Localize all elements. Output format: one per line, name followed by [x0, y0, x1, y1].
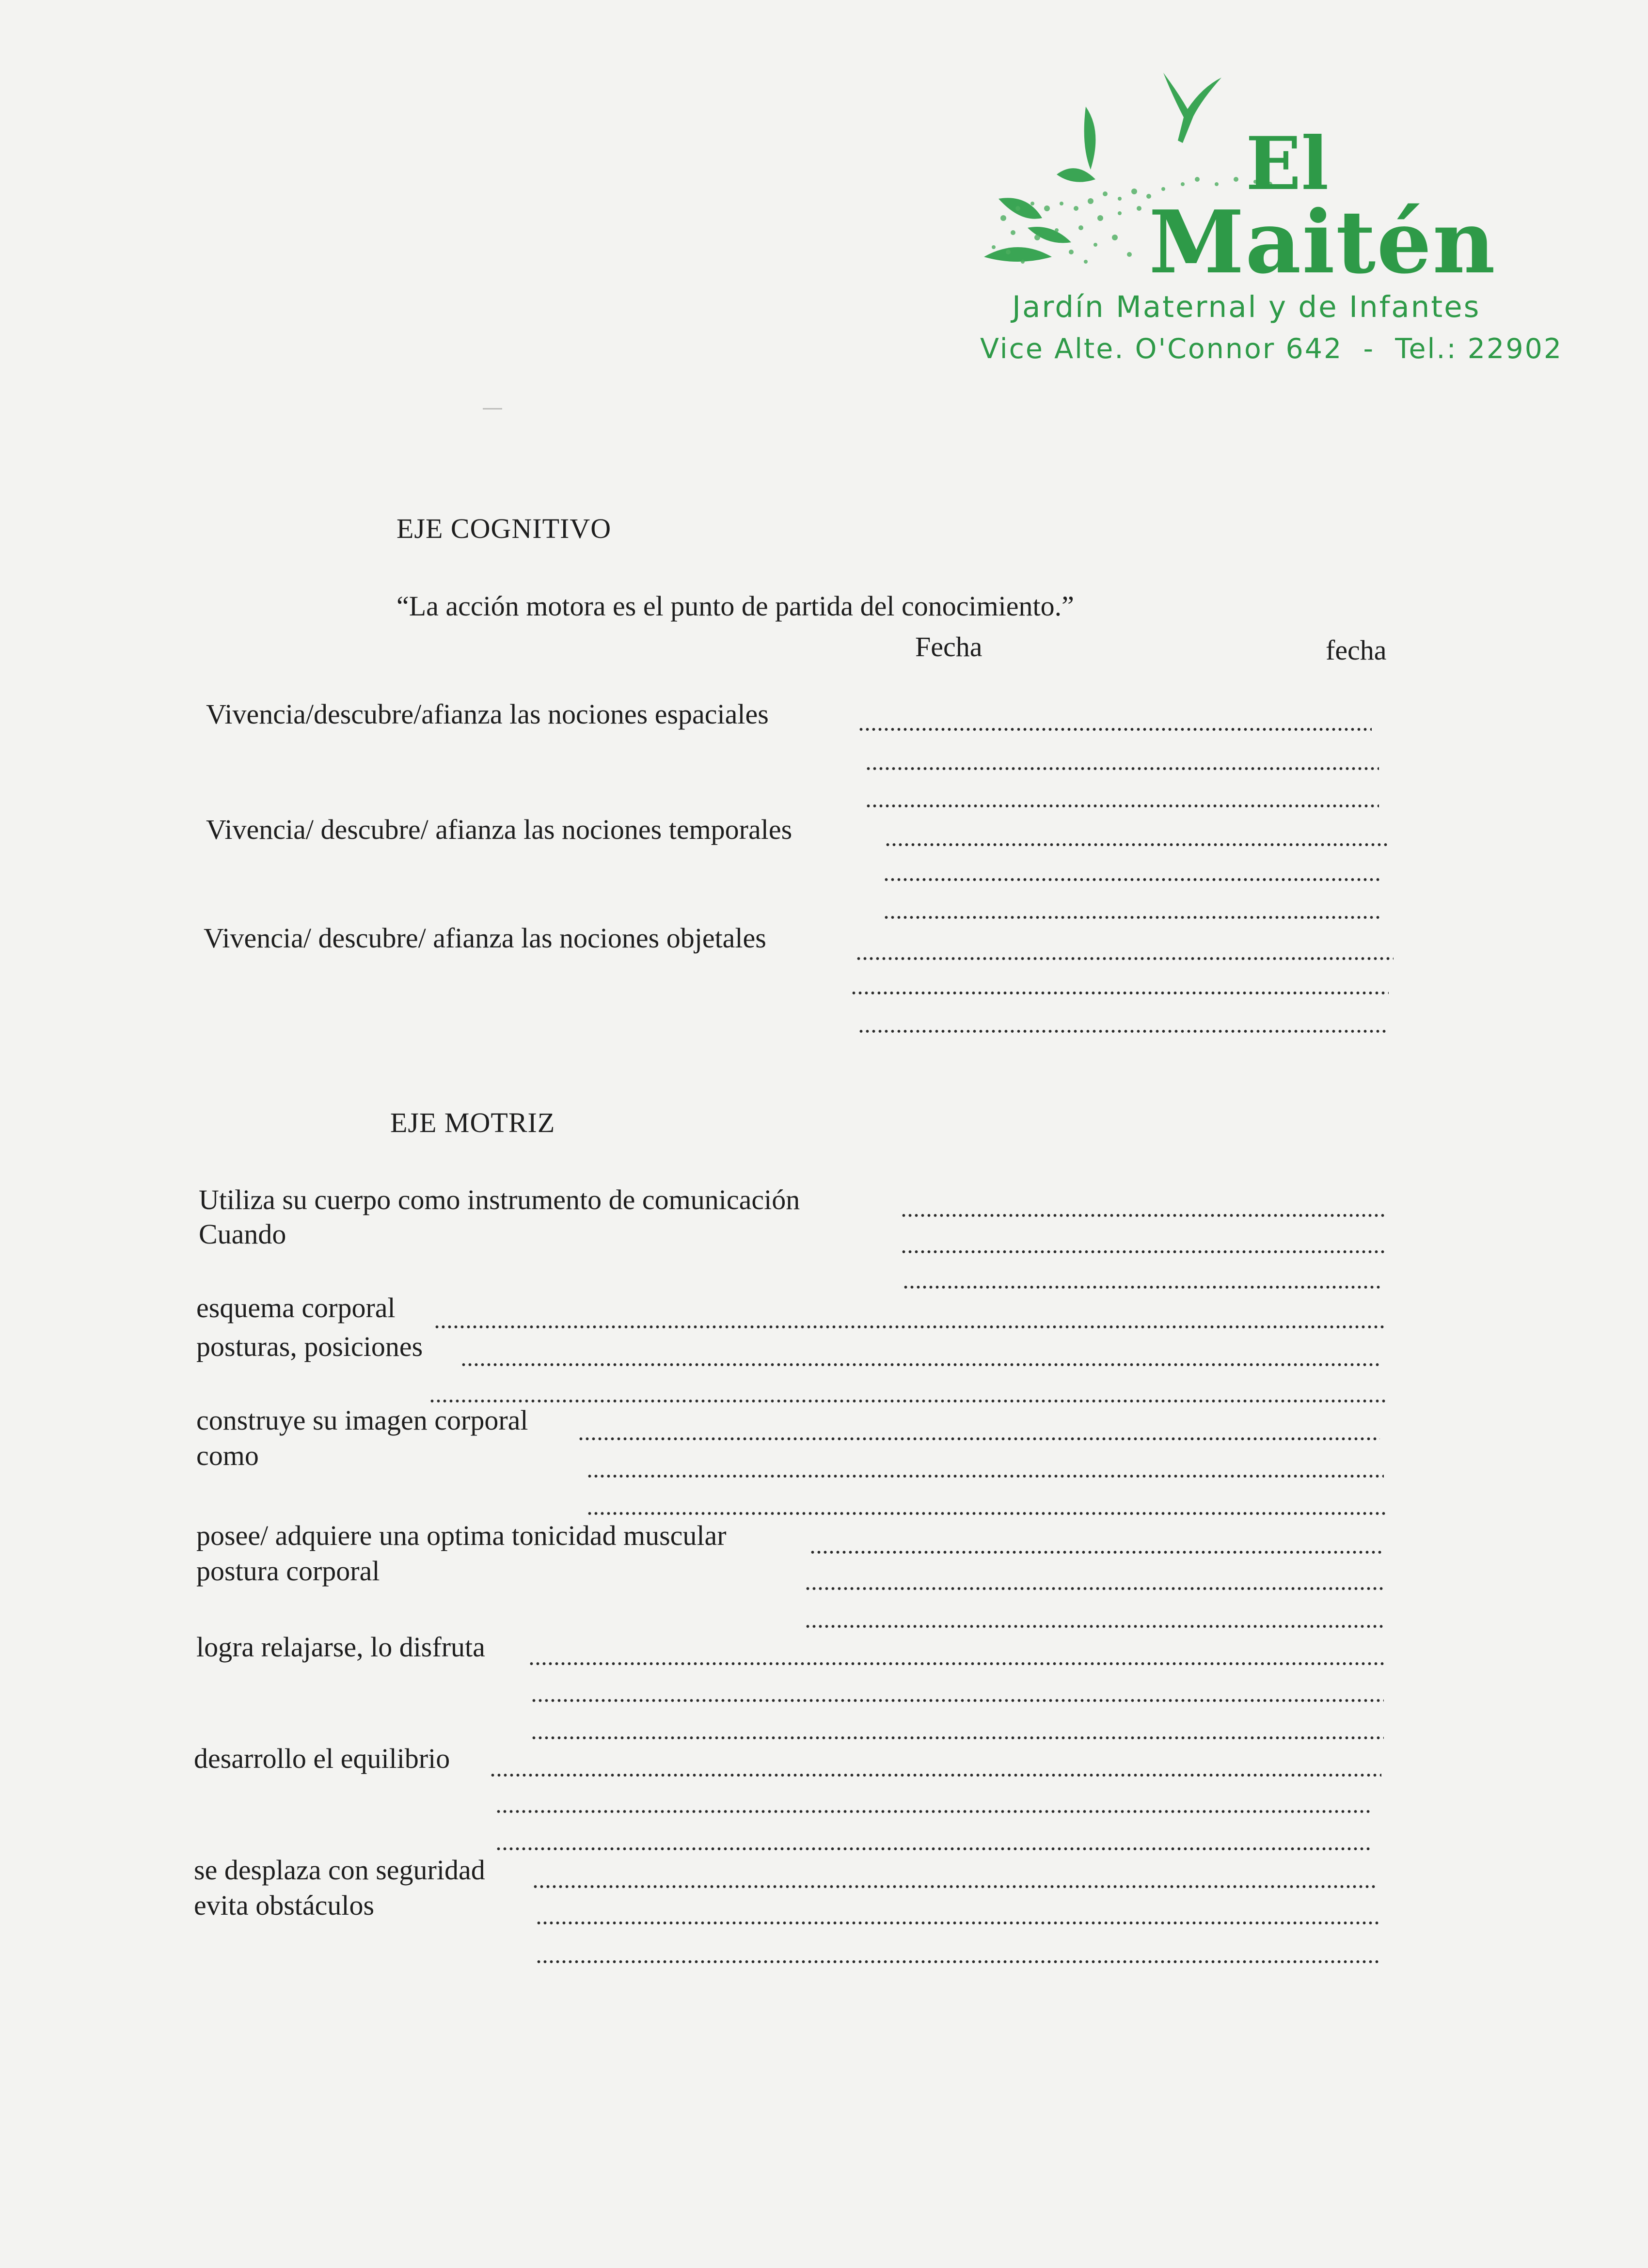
- dotted-line: [903, 1286, 1380, 1289]
- cognitive-item-spatial: Vivencia/descubre/afianza las nociones espaciales: [206, 698, 769, 730]
- dotted-line: [805, 1625, 1384, 1628]
- motor-item-movement: se desplaza con seguridad: [194, 1854, 485, 1886]
- cognitive-item-temporal: Vivencia/ descubre/ afianza las nociones temporales: [206, 814, 792, 845]
- motor-item-body-image: construye su imagen corporal: [196, 1404, 528, 1436]
- dotted-line: [586, 1512, 1385, 1515]
- dotted-line: [858, 728, 1372, 731]
- quote: “La acción motora es el punto de partida del conocimiento.”: [396, 590, 1074, 622]
- dotted-line: [528, 1662, 1384, 1665]
- stray-mark: [483, 408, 502, 410]
- dotted-line: [885, 843, 1389, 846]
- dotted-line: [531, 1699, 1384, 1702]
- cognitive-item-objectal: Vivencia/ descubre/ afianza las nociones objetales: [204, 922, 766, 954]
- dotted-line: [536, 1960, 1381, 1963]
- brand-name-line2: Maitén: [1149, 191, 1496, 293]
- motor-item-balance: desarrollo el equilibrio: [194, 1743, 450, 1774]
- dotted-line: [901, 1250, 1385, 1253]
- dotted-line: [901, 1214, 1385, 1217]
- dotted-line: [434, 1325, 1384, 1328]
- dotted-line: [532, 1885, 1378, 1888]
- brand-name-line1: El: [1246, 121, 1329, 206]
- dotted-line: [578, 1437, 1380, 1440]
- dotted-line: [883, 878, 1382, 881]
- date-label-2: fecha: [1326, 634, 1387, 666]
- motor-item-communication: Utiliza su cuerpo como instrumento de comunicación: [199, 1184, 800, 1215]
- dotted-line: [429, 1400, 1386, 1402]
- dotted-line: [586, 1475, 1384, 1478]
- brand-subtitle: Jardín Maternal y de Infantes: [1012, 290, 1481, 324]
- dotted-line: [460, 1363, 1381, 1366]
- motor-item-postures: posturas, posiciones: [196, 1331, 423, 1362]
- dotted-line: [495, 1847, 1373, 1850]
- motor-item-muscle-tone: posee/ adquiere una optima tonicidad muscular: [196, 1520, 727, 1551]
- motor-item-body-scheme: esquema corporal: [196, 1292, 396, 1323]
- motor-item-muscle-tone-sub: postura corporal: [196, 1555, 380, 1587]
- motor-item-body-image-sub: como: [196, 1440, 259, 1471]
- dotted-line: [809, 1551, 1384, 1554]
- dotted-line: [495, 1810, 1372, 1813]
- dotted-line: [805, 1587, 1384, 1590]
- dotted-line: [490, 1774, 1381, 1777]
- dotted-line: [851, 992, 1389, 994]
- heading-eje-cognitivo: EJE COGNITIVO: [396, 513, 612, 544]
- dotted-line: [531, 1736, 1384, 1739]
- motor-item-movement-sub: evita obstáculos: [194, 1890, 375, 1921]
- dotted-line: [865, 804, 1379, 807]
- dotted-line: [536, 1922, 1381, 1924]
- dotted-line: [856, 957, 1394, 960]
- dotted-line: [858, 1030, 1389, 1033]
- heading-eje-motriz: EJE MOTRIZ: [390, 1107, 555, 1138]
- dotted-line: [883, 916, 1382, 919]
- motor-item-relax: logra relajarse, lo disfruta: [196, 1631, 485, 1663]
- dotted-line: [865, 767, 1379, 770]
- brand-address: Vice Alte. O'Connor 642 - Tel.: 22902: [980, 333, 1563, 365]
- motor-item-communication-sub: Cuando: [199, 1218, 286, 1250]
- date-label-1: Fecha: [915, 631, 982, 662]
